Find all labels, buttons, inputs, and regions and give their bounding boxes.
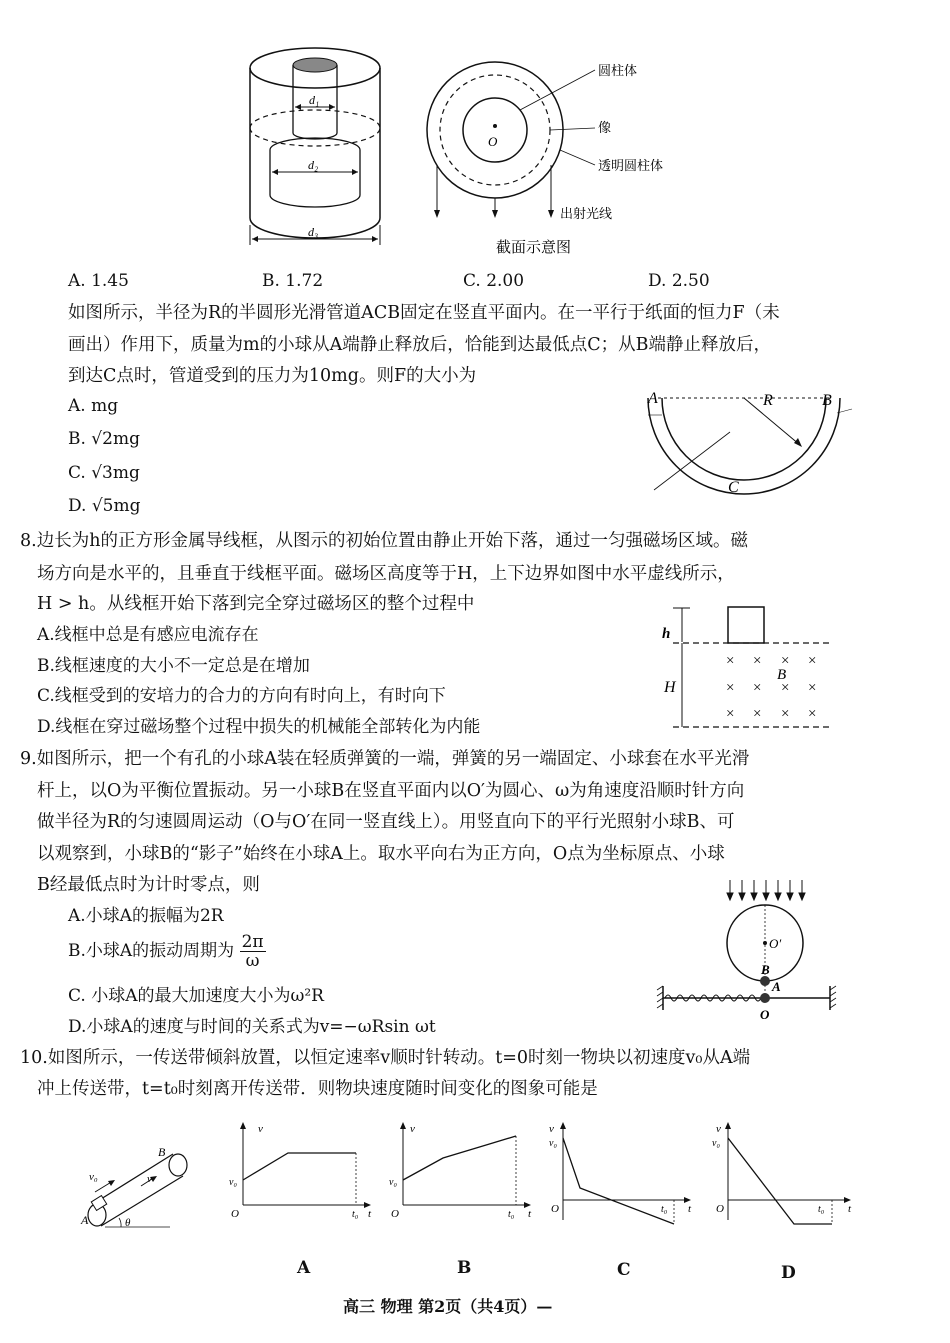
q8-option-b: B.线框速度的大小不一定总是在增加 xyxy=(37,656,310,676)
v-label: v xyxy=(147,1173,152,1185)
q8-line-1: 8.边长为h的正方形金属导线框，从图示的初始位置由静止开始下落，通过一匀强磁场区域。磁 xyxy=(20,531,748,551)
field-cross: × xyxy=(781,680,790,696)
q9-option-d: D.小球A的速度与时间的关系式为v=−ωRsin ωt xyxy=(68,1017,436,1037)
radius-label: R xyxy=(763,392,773,409)
q8-option-c: C.线框受到的安培力的合力的方向有时向上，有时向下 xyxy=(37,686,446,706)
q7-line-1: 如图所示，半径为R的半圆形光滑管道ACB固定在竖直平面内。在一平行于纸面的恒力F（未 xyxy=(68,303,780,323)
q8-line-2: 场方向是水平的，且垂直于线框平面。磁场区高度等于H，上下边界如图中水平虚线所示， xyxy=(37,564,735,584)
t-axis-label: t xyxy=(848,1203,852,1215)
cylinder-3d-figure xyxy=(240,40,390,255)
field-cross: × xyxy=(753,680,762,696)
d3-label: d₃ xyxy=(308,225,319,239)
field-cross: × xyxy=(781,706,790,722)
origin-label: O xyxy=(391,1208,399,1220)
q6-option-d: D. 2.50 xyxy=(648,271,710,291)
fraction-numerator: 2π xyxy=(241,932,264,952)
magnetic-field-figure xyxy=(658,600,843,735)
end-b-label: B xyxy=(158,1145,166,1159)
t-axis-label: t xyxy=(528,1208,532,1220)
v0-tick: v₀ xyxy=(712,1138,720,1149)
q7-option-a: A. mg xyxy=(68,396,119,416)
t0-tick: t₀ xyxy=(661,1204,668,1215)
transparent-cylinder-label: 透明圆柱体 xyxy=(598,158,664,173)
q9-line-5: B经最低点时为计时零点，则 xyxy=(37,875,260,895)
vt-graph-c xyxy=(548,1120,698,1230)
v0-tick: v₀ xyxy=(229,1177,237,1188)
origin-label: O xyxy=(551,1203,559,1215)
period-fraction xyxy=(240,933,266,970)
q9-option-a: A.小球A的振幅为2R xyxy=(68,906,224,926)
field-cross: × xyxy=(808,680,817,696)
q7-line-2: 画出）作用下，质量为m的小球从A端静止释放后，恰能到达最低点C；从B端静止释放后， xyxy=(68,335,771,355)
q8-option-d: D.线框在穿过磁场整个过程中损失的机械能全部转化为内能 xyxy=(37,717,481,737)
vt-graph-b xyxy=(388,1120,538,1230)
point-c-label: C xyxy=(728,479,739,496)
cross-section-figure xyxy=(410,40,690,255)
theta-label: θ xyxy=(125,1217,131,1229)
ball-b-label: B xyxy=(761,962,770,977)
shadow-oscillator-figure xyxy=(655,878,840,1023)
t-axis-label: t xyxy=(368,1208,372,1220)
q7-option-b: B. √2mg xyxy=(68,429,140,449)
q9-option-c: C. 小球A的最大加速度大小为ω²R xyxy=(68,986,324,1006)
field-cross: × xyxy=(808,653,817,669)
field-cross: × xyxy=(781,653,790,669)
v-axis-label: v xyxy=(258,1123,263,1135)
graph-label-b: B xyxy=(457,1258,472,1278)
image-label: 像 xyxy=(598,120,612,135)
t-axis-label: t xyxy=(688,1203,692,1215)
point-b-label: B xyxy=(822,392,832,409)
d2-label: d₂ xyxy=(308,158,319,172)
v-axis-label: v xyxy=(410,1123,415,1135)
field-cross: × xyxy=(753,653,762,669)
q9-option-b-prefix: B.小球A的振动周期为 xyxy=(68,941,235,961)
semicircle-tube-figure xyxy=(640,385,855,500)
field-cross: × xyxy=(726,680,735,696)
exit-light-label: 出射光线 xyxy=(560,206,613,221)
q9-line-3: 做半径为R的匀速圆周运动（O与O′在同一竖直线上）。用竖直向下的平行光照射小球B、可 xyxy=(37,812,735,832)
origin-label: O xyxy=(231,1208,239,1220)
q8-line-3: H > h。从线框开始下落到完全穿过磁场区的整个过程中 xyxy=(37,594,475,614)
field-cross: × xyxy=(753,706,762,722)
field-cross: × xyxy=(808,706,817,722)
section-caption: 截面示意图 xyxy=(496,240,572,255)
t0-tick: t₀ xyxy=(352,1209,359,1220)
H-label: H xyxy=(664,679,676,696)
q9-line-2: 杆上，以O为平衡位置振动。另一小球B在竖直平面内以O′为圆心、ω为角速度沿顺时针方向 xyxy=(37,781,745,801)
field-cross: × xyxy=(726,653,735,669)
graph-label-c: C xyxy=(617,1260,631,1280)
fraction-denominator: ω xyxy=(245,951,260,971)
graph-label-a: A xyxy=(297,1258,311,1278)
point-a-label: A xyxy=(648,390,658,407)
q10-line-1: 10.如图所示，一传送带倾斜放置，以恒定速率v顺时针转动。t=0时刻一物块以初速度v₀从A端 xyxy=(20,1048,751,1068)
v0-label: v₀ xyxy=(89,1171,98,1183)
vt-graph-d xyxy=(708,1120,858,1230)
d1-label: d₁ xyxy=(309,93,320,107)
q7-line-3: 到达C点时，管道受到的压力为10mg。则F的大小为 xyxy=(68,366,477,386)
center-label: O xyxy=(488,134,498,149)
cylinder-label: 圆柱体 xyxy=(598,63,638,78)
vt-graph-a xyxy=(228,1120,378,1230)
end-a-label: A xyxy=(81,1213,89,1227)
conveyor-belt-figure xyxy=(75,1140,210,1235)
ball-a-label: A xyxy=(772,979,781,994)
field-cross: × xyxy=(726,706,735,722)
v-axis-label: v xyxy=(716,1123,721,1135)
t0-tick: t₀ xyxy=(508,1209,515,1220)
q10-line-2: 冲上传送带，t=t₀时刻离开传送带．则物块速度随时间变化的图象可能是 xyxy=(37,1079,598,1099)
q8-option-a: A.线框中总是有感应电流存在 xyxy=(37,625,259,645)
q6-option-a: A. 1.45 xyxy=(68,271,129,291)
q7-option-d: D. √5mg xyxy=(68,496,141,516)
v0-tick: v₀ xyxy=(389,1177,397,1188)
origin-label: O xyxy=(716,1203,724,1215)
t0-tick: t₀ xyxy=(818,1204,825,1215)
q9-line-4: 以观察到，小球B的“影子”始终在小球A上。取水平向右为正方向，O点为坐标原点、小球 xyxy=(37,844,725,864)
q9-option-b xyxy=(68,933,266,970)
graph-label-d: D xyxy=(781,1263,796,1283)
page-footer: 高三 物理 第2页（共4页）— xyxy=(343,1297,553,1316)
q6-option-c: C. 2.00 xyxy=(463,271,525,291)
q6-option-b: B. 1.72 xyxy=(262,271,324,291)
q9-line-1: 9.如图所示，把一个有孔的小球A装在轻质弹簧的一端，弹簧的另一端固定、小球套在水平光滑 xyxy=(20,749,750,769)
q7-option-c: C. √3mg xyxy=(68,463,140,483)
origin-o-label: O xyxy=(760,1007,770,1022)
h-label: h xyxy=(662,626,671,642)
v-axis-label: v xyxy=(549,1123,554,1135)
B-field-label: B xyxy=(777,667,787,683)
v0-tick: v₀ xyxy=(549,1138,557,1149)
o-prime-label: O′ xyxy=(769,936,782,951)
